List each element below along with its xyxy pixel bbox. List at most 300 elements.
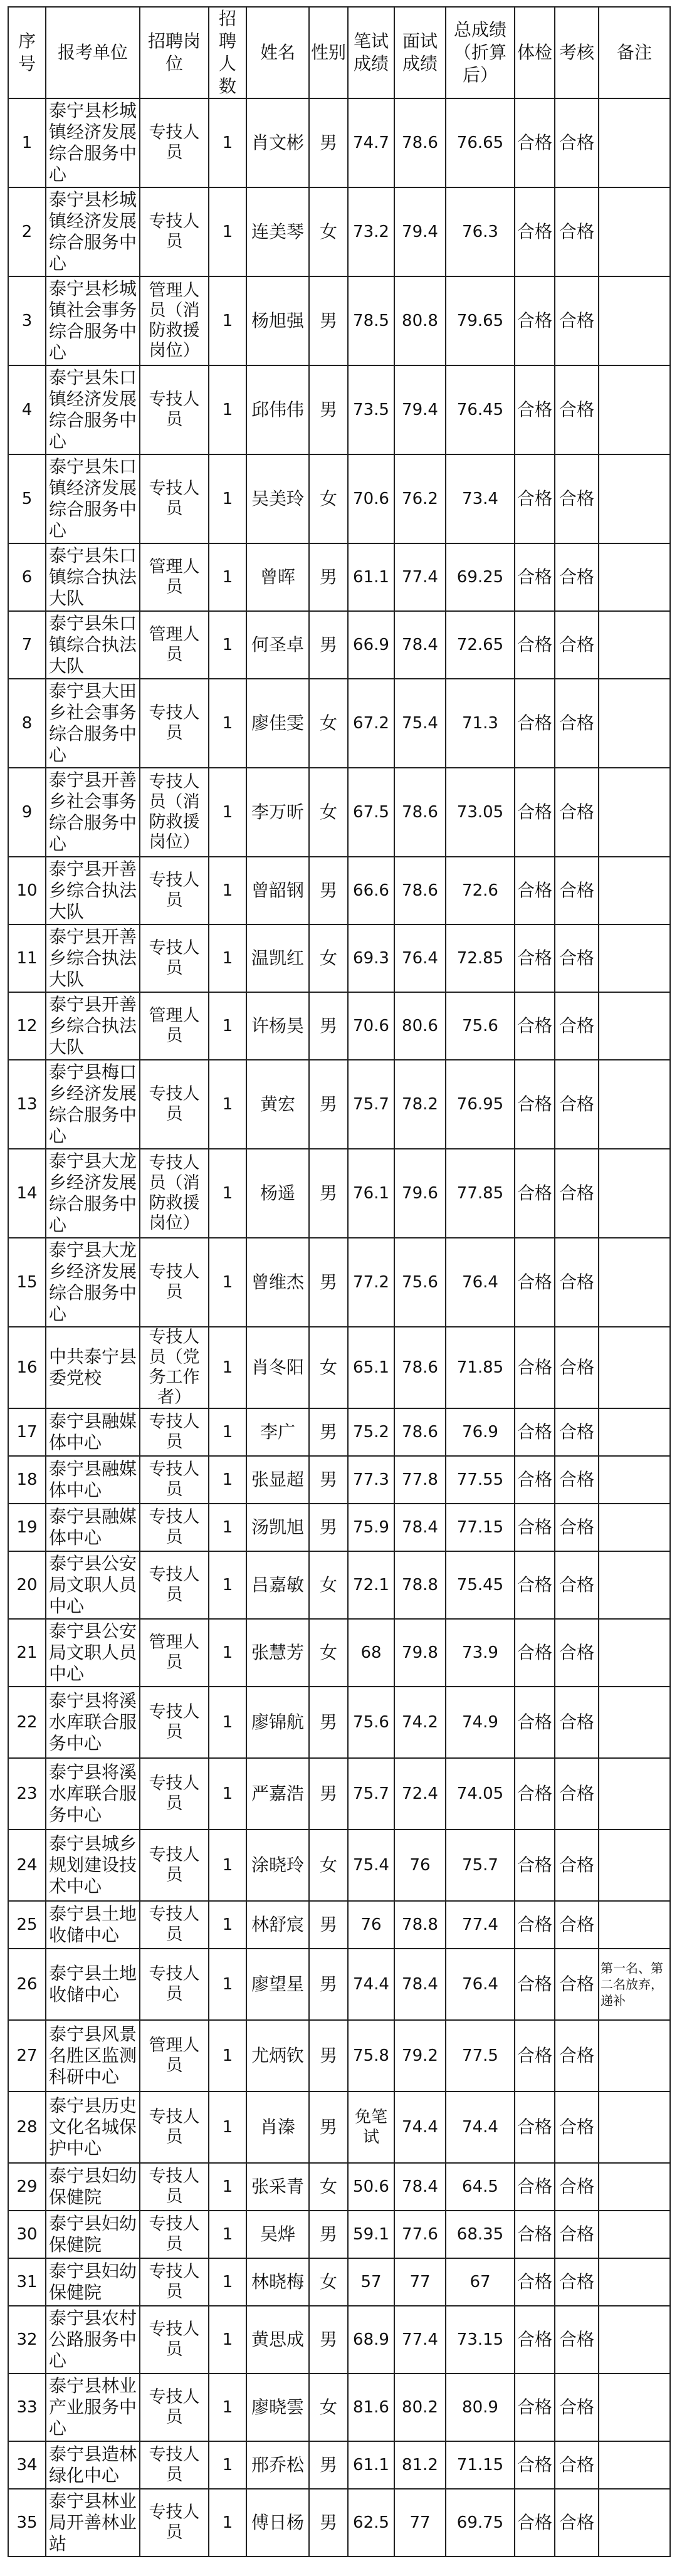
cell-sex: 女 xyxy=(309,1327,348,1408)
table-row xyxy=(8,1949,670,2020)
cell-assess: 合格 xyxy=(555,2374,599,2441)
cell-name: 曾韶钢 xyxy=(246,857,309,924)
cell-sex: 女 xyxy=(309,187,348,276)
cell-post: 管理人员 xyxy=(140,611,209,679)
cell-total: 76.65 xyxy=(446,98,515,187)
cell-note xyxy=(599,1060,670,1149)
cell-no: 32 xyxy=(8,2306,46,2374)
cell-no: 1 xyxy=(8,98,46,187)
cell-name: 廖佳雯 xyxy=(246,679,309,768)
cell-post: 专技人员 xyxy=(140,98,209,187)
cell-post: 专技人员 xyxy=(140,454,209,543)
cell-total: 64.5 xyxy=(446,2163,515,2211)
cell-exam: 合格 xyxy=(515,1551,555,1619)
header-assess: 考核 xyxy=(555,7,599,98)
cell-assess: 合格 xyxy=(555,543,599,611)
cell-assess: 合格 xyxy=(555,992,599,1060)
cell-sex: 男 xyxy=(309,1949,348,2020)
cell-written: 69.3 xyxy=(348,924,394,992)
table-row xyxy=(8,1504,670,1551)
cell-sex: 女 xyxy=(309,2163,348,2211)
cell-count: 1 xyxy=(209,1238,246,1327)
cell-exam: 合格 xyxy=(515,768,555,857)
cell-total: 71.3 xyxy=(446,679,515,768)
cell-written: 70.6 xyxy=(348,454,394,543)
cell-written: 66.9 xyxy=(348,611,394,679)
cell-note xyxy=(599,2092,670,2163)
cell-interview: 77.4 xyxy=(394,2306,446,2374)
cell-exam: 合格 xyxy=(515,1327,555,1408)
cell-no: 25 xyxy=(8,1901,46,1949)
cell-interview: 79.6 xyxy=(394,1149,446,1238)
cell-name: 张显超 xyxy=(246,1456,309,1504)
cell-count: 1 xyxy=(209,992,246,1060)
cell-written: 68.9 xyxy=(348,2306,394,2374)
cell-no: 15 xyxy=(8,1238,46,1327)
cell-assess: 合格 xyxy=(555,1687,599,1758)
cell-name: 曾晖 xyxy=(246,543,309,611)
cell-exam: 合格 xyxy=(515,857,555,924)
cell-assess: 合格 xyxy=(555,2489,599,2557)
cell-name: 肖冬阳 xyxy=(246,1327,309,1408)
cell-note xyxy=(599,1901,670,1949)
cell-exam: 合格 xyxy=(515,1619,555,1687)
cell-interview: 78.4 xyxy=(394,1504,446,1551)
cell-post: 专技人员 xyxy=(140,1060,209,1149)
cell-written: 65.1 xyxy=(348,1327,394,1408)
cell-note xyxy=(599,365,670,454)
cell-no: 17 xyxy=(8,1408,46,1456)
cell-post: 管理人员（消防救援岗位） xyxy=(140,276,209,365)
cell-exam: 合格 xyxy=(515,924,555,992)
cell-post: 专技人员 xyxy=(140,2211,209,2258)
cell-count: 1 xyxy=(209,1758,246,1830)
cell-assess: 合格 xyxy=(555,1551,599,1619)
cell-written: 68 xyxy=(348,1619,394,1687)
cell-written: 73.2 xyxy=(348,187,394,276)
cell-unit: 泰宁县林业产业服务中心 xyxy=(46,2374,140,2441)
cell-name: 杨遥 xyxy=(246,1149,309,1238)
cell-count: 1 xyxy=(209,2374,246,2441)
table-row xyxy=(8,1551,670,1619)
cell-post: 专技人员 xyxy=(140,679,209,768)
cell-interview: 79.8 xyxy=(394,1619,446,1687)
cell-assess: 合格 xyxy=(555,2163,599,2211)
cell-no: 5 xyxy=(8,454,46,543)
cell-count: 1 xyxy=(209,2211,246,2258)
cell-assess: 合格 xyxy=(555,2211,599,2258)
cell-interview: 78.6 xyxy=(394,1408,446,1456)
cell-assess: 合格 xyxy=(555,276,599,365)
cell-interview: 77.4 xyxy=(394,543,446,611)
cell-post: 管理人员 xyxy=(140,1619,209,1687)
table-row xyxy=(8,1456,670,1504)
header-count: 招聘人数 xyxy=(209,7,246,98)
cell-note xyxy=(599,1830,670,1901)
cell-count: 1 xyxy=(209,1949,246,2020)
cell-post: 管理人员 xyxy=(140,2020,209,2092)
cell-note xyxy=(599,1149,670,1238)
cell-sex: 男 xyxy=(309,1238,348,1327)
cell-assess: 合格 xyxy=(555,2258,599,2306)
cell-exam: 合格 xyxy=(515,276,555,365)
cell-no: 14 xyxy=(8,1149,46,1238)
cell-no: 31 xyxy=(8,2258,46,2306)
cell-count: 1 xyxy=(209,187,246,276)
cell-sex: 男 xyxy=(309,1758,348,1830)
cell-note xyxy=(599,768,670,857)
cell-assess: 合格 xyxy=(555,1060,599,1149)
cell-total: 72.85 xyxy=(446,924,515,992)
cell-total: 79.65 xyxy=(446,276,515,365)
header-row xyxy=(8,7,670,98)
cell-no: 2 xyxy=(8,187,46,276)
cell-exam: 合格 xyxy=(515,2258,555,2306)
header-total: 总成绩（折算后） xyxy=(446,7,515,98)
table-row xyxy=(8,1901,670,1949)
cell-interview: 81.2 xyxy=(394,2441,446,2489)
cell-exam: 合格 xyxy=(515,1758,555,1830)
table-row xyxy=(8,1238,670,1327)
cell-sex: 女 xyxy=(309,2374,348,2441)
cell-sex: 男 xyxy=(309,2441,348,2489)
cell-post: 管理人员 xyxy=(140,992,209,1060)
table-row xyxy=(8,1619,670,1687)
cell-unit: 泰宁县妇幼保健院 xyxy=(46,2211,140,2258)
cell-written: 59.1 xyxy=(348,2211,394,2258)
header-written: 笔试成绩 xyxy=(348,7,394,98)
table-row xyxy=(8,1149,670,1238)
header-name: 姓名 xyxy=(246,7,309,98)
cell-count: 1 xyxy=(209,679,246,768)
header-sex: 性别 xyxy=(309,7,348,98)
cell-assess: 合格 xyxy=(555,1901,599,1949)
cell-no: 33 xyxy=(8,2374,46,2441)
cell-total: 73.15 xyxy=(446,2306,515,2374)
cell-exam: 合格 xyxy=(515,2020,555,2092)
cell-total: 72.65 xyxy=(446,611,515,679)
cell-name: 黄宏 xyxy=(246,1060,309,1149)
cell-sex: 女 xyxy=(309,1830,348,1901)
cell-interview: 79.4 xyxy=(394,187,446,276)
cell-post: 专技人员 xyxy=(140,1901,209,1949)
cell-note xyxy=(599,2211,670,2258)
cell-sex: 女 xyxy=(309,924,348,992)
cell-assess: 合格 xyxy=(555,187,599,276)
cell-interview: 80.2 xyxy=(394,2374,446,2441)
cell-assess: 合格 xyxy=(555,2441,599,2489)
cell-interview: 78.6 xyxy=(394,857,446,924)
cell-interview: 78.8 xyxy=(394,1551,446,1619)
cell-note xyxy=(599,2020,670,2092)
cell-written: 75.9 xyxy=(348,1504,394,1551)
cell-count: 1 xyxy=(209,98,246,187)
cell-unit: 泰宁县开善乡综合执法大队 xyxy=(46,924,140,992)
cell-post: 专技人员 xyxy=(140,1551,209,1619)
table-row xyxy=(8,1327,670,1408)
cell-unit: 泰宁县朱口镇综合执法大队 xyxy=(46,543,140,611)
cell-written: 75.8 xyxy=(348,2020,394,2092)
cell-exam: 合格 xyxy=(515,2306,555,2374)
cell-name: 廖晓雲 xyxy=(246,2374,309,2441)
cell-written: 62.5 xyxy=(348,2489,394,2557)
cell-assess: 合格 xyxy=(555,1949,599,2020)
cell-unit: 泰宁县土地收储中心 xyxy=(46,1901,140,1949)
cell-no: 8 xyxy=(8,679,46,768)
cell-count: 1 xyxy=(209,365,246,454)
cell-interview: 76 xyxy=(394,1830,446,1901)
cell-written: 76.1 xyxy=(348,1149,394,1238)
cell-name: 曾维杰 xyxy=(246,1238,309,1327)
cell-exam: 合格 xyxy=(515,1060,555,1149)
cell-total: 69.75 xyxy=(446,2489,515,2557)
cell-written: 免笔试 xyxy=(348,2092,394,2163)
cell-name: 林舒宸 xyxy=(246,1901,309,1949)
cell-written: 72.1 xyxy=(348,1551,394,1619)
cell-note xyxy=(599,2441,670,2489)
cell-interview: 78.4 xyxy=(394,611,446,679)
cell-no: 22 xyxy=(8,1687,46,1758)
cell-exam: 合格 xyxy=(515,1456,555,1504)
cell-no: 27 xyxy=(8,2020,46,2092)
table-row xyxy=(8,2211,670,2258)
cell-name: 肖文彬 xyxy=(246,98,309,187)
cell-no: 26 xyxy=(8,1949,46,2020)
cell-post: 专技人员（消防救援岗位） xyxy=(140,768,209,857)
cell-name: 张采青 xyxy=(246,2163,309,2211)
cell-no: 18 xyxy=(8,1456,46,1504)
cell-unit: 泰宁县土地收储中心 xyxy=(46,1949,140,2020)
cell-exam: 合格 xyxy=(515,1949,555,2020)
cell-post: 专技人员 xyxy=(140,187,209,276)
cell-assess: 合格 xyxy=(555,924,599,992)
cell-written: 76 xyxy=(348,1901,394,1949)
cell-note xyxy=(599,454,670,543)
cell-exam: 合格 xyxy=(515,1901,555,1949)
cell-post: 专技人员 xyxy=(140,2163,209,2211)
cell-no: 16 xyxy=(8,1327,46,1408)
cell-written: 74.7 xyxy=(348,98,394,187)
cell-unit: 泰宁县大田乡社会事务综合服务中心 xyxy=(46,679,140,768)
cell-name: 涂晓玲 xyxy=(246,1830,309,1901)
cell-written: 67.2 xyxy=(348,679,394,768)
cell-no: 10 xyxy=(8,857,46,924)
cell-name: 廖望星 xyxy=(246,1949,309,2020)
cell-assess: 合格 xyxy=(555,1238,599,1327)
results-table xyxy=(8,6,671,2557)
cell-sex: 男 xyxy=(309,1901,348,1949)
cell-post: 专技人员 xyxy=(140,1830,209,1901)
cell-count: 1 xyxy=(209,2020,246,2092)
cell-no: 28 xyxy=(8,2092,46,2163)
cell-assess: 合格 xyxy=(555,2092,599,2163)
cell-sex: 男 xyxy=(309,1149,348,1238)
cell-post: 专技人员 xyxy=(140,1687,209,1758)
cell-interview: 78.4 xyxy=(394,2163,446,2211)
cell-interview: 74.4 xyxy=(394,2092,446,2163)
cell-note xyxy=(599,2306,670,2374)
cell-count: 1 xyxy=(209,1149,246,1238)
cell-unit: 泰宁县杉城镇社会事务综合服务中心 xyxy=(46,276,140,365)
cell-count: 1 xyxy=(209,2306,246,2374)
cell-note xyxy=(599,2489,670,2557)
results-body xyxy=(8,98,670,2557)
cell-note xyxy=(599,679,670,768)
cell-post: 专技人员 xyxy=(140,1456,209,1504)
table-row xyxy=(8,1758,670,1830)
cell-name: 严嘉浩 xyxy=(246,1758,309,1830)
cell-written: 57 xyxy=(348,2258,394,2306)
cell-post: 专技人员（党务工作者） xyxy=(140,1327,209,1408)
cell-no: 3 xyxy=(8,276,46,365)
cell-interview: 78.8 xyxy=(394,1901,446,1949)
cell-unit: 泰宁县林业局开善林业站 xyxy=(46,2489,140,2557)
cell-post: 管理人员 xyxy=(140,543,209,611)
cell-total: 68.35 xyxy=(446,2211,515,2258)
cell-total: 69.25 xyxy=(446,543,515,611)
cell-note xyxy=(599,924,670,992)
cell-total: 73.9 xyxy=(446,1619,515,1687)
cell-name: 傅日杨 xyxy=(246,2489,309,2557)
cell-unit: 泰宁县风景名胜区监测科研中心 xyxy=(46,2020,140,2092)
cell-assess: 合格 xyxy=(555,1830,599,1901)
cell-unit: 泰宁县大龙乡经济发展综合服务中心 xyxy=(46,1238,140,1327)
cell-count: 1 xyxy=(209,857,246,924)
cell-written: 75.4 xyxy=(348,1830,394,1901)
cell-interview: 77.6 xyxy=(394,2211,446,2258)
cell-unit: 泰宁县开善乡综合执法大队 xyxy=(46,992,140,1060)
cell-interview: 76.4 xyxy=(394,924,446,992)
cell-exam: 合格 xyxy=(515,1687,555,1758)
cell-no: 4 xyxy=(8,365,46,454)
table-row xyxy=(8,2163,670,2211)
cell-interview: 78.4 xyxy=(394,1949,446,2020)
cell-sex: 女 xyxy=(309,768,348,857)
cell-written: 77.3 xyxy=(348,1456,394,1504)
cell-count: 1 xyxy=(209,2489,246,2557)
cell-name: 邱伟伟 xyxy=(246,365,309,454)
cell-sex: 男 xyxy=(309,857,348,924)
cell-exam: 合格 xyxy=(515,2441,555,2489)
cell-sex: 男 xyxy=(309,1504,348,1551)
cell-exam: 合格 xyxy=(515,679,555,768)
cell-note xyxy=(599,992,670,1060)
cell-interview: 78.2 xyxy=(394,1060,446,1149)
cell-exam: 合格 xyxy=(515,187,555,276)
cell-unit: 中共泰宁县委党校 xyxy=(46,1327,140,1408)
cell-post: 专技人员 xyxy=(140,1238,209,1327)
cell-count: 1 xyxy=(209,454,246,543)
cell-total: 72.6 xyxy=(446,857,515,924)
cell-no: 13 xyxy=(8,1060,46,1149)
cell-interview: 74.2 xyxy=(394,1687,446,1758)
cell-sex: 女 xyxy=(309,1551,348,1619)
cell-exam: 合格 xyxy=(515,1238,555,1327)
cell-sex: 男 xyxy=(309,2092,348,2163)
cell-total: 74.05 xyxy=(446,1758,515,1830)
cell-count: 1 xyxy=(209,1619,246,1687)
cell-total: 75.45 xyxy=(446,1551,515,1619)
cell-unit: 泰宁县将溪水库联合服务中心 xyxy=(46,1758,140,1830)
cell-assess: 合格 xyxy=(555,857,599,924)
cell-unit: 泰宁县梅口乡经济发展综合服务中心 xyxy=(46,1060,140,1149)
table-row xyxy=(8,1408,670,1456)
cell-name: 张慧芳 xyxy=(246,1619,309,1687)
cell-total: 71.85 xyxy=(446,1327,515,1408)
cell-written: 75.6 xyxy=(348,1687,394,1758)
cell-sex: 男 xyxy=(309,1408,348,1456)
cell-name: 李万昕 xyxy=(246,768,309,857)
cell-name: 吴烨 xyxy=(246,2211,309,2258)
cell-name: 何圣卓 xyxy=(246,611,309,679)
cell-sex: 男 xyxy=(309,276,348,365)
cell-sex: 男 xyxy=(309,1060,348,1149)
cell-assess: 合格 xyxy=(555,679,599,768)
cell-note xyxy=(599,187,670,276)
cell-total: 77.5 xyxy=(446,2020,515,2092)
table-row xyxy=(8,2489,670,2557)
cell-note xyxy=(599,1238,670,1327)
table-row xyxy=(8,857,670,924)
cell-assess: 合格 xyxy=(555,2020,599,2092)
cell-post: 专技人员 xyxy=(140,2489,209,2557)
cell-total: 76.45 xyxy=(446,365,515,454)
cell-note xyxy=(599,611,670,679)
cell-name: 林晓梅 xyxy=(246,2258,309,2306)
cell-note xyxy=(599,98,670,187)
cell-sex: 男 xyxy=(309,992,348,1060)
cell-written: 74.4 xyxy=(348,1949,394,2020)
cell-written: 61.1 xyxy=(348,2441,394,2489)
cell-unit: 泰宁县朱口镇经济发展综合服务中心 xyxy=(46,454,140,543)
cell-written: 61.1 xyxy=(348,543,394,611)
cell-sex: 男 xyxy=(309,611,348,679)
cell-note xyxy=(599,1327,670,1408)
cell-count: 1 xyxy=(209,1408,246,1456)
cell-name: 黄思成 xyxy=(246,2306,309,2374)
cell-no: 20 xyxy=(8,1551,46,1619)
cell-total: 74.9 xyxy=(446,1687,515,1758)
cell-name: 尤炳钦 xyxy=(246,2020,309,2092)
cell-sex: 男 xyxy=(309,2020,348,2092)
cell-written: 67.5 xyxy=(348,768,394,857)
cell-note xyxy=(599,857,670,924)
cell-unit: 泰宁县公安局文职人员中心 xyxy=(46,1619,140,1687)
cell-count: 1 xyxy=(209,2258,246,2306)
cell-total: 77.55 xyxy=(446,1456,515,1504)
cell-note xyxy=(599,1456,670,1504)
table-row xyxy=(8,679,670,768)
cell-post: 专技人员 xyxy=(140,2092,209,2163)
cell-post: 专技人员 xyxy=(140,1758,209,1830)
cell-sex: 女 xyxy=(309,454,348,543)
table-row xyxy=(8,543,670,611)
table-row xyxy=(8,187,670,276)
cell-count: 1 xyxy=(209,924,246,992)
cell-assess: 合格 xyxy=(555,1758,599,1830)
cell-sex: 男 xyxy=(309,2306,348,2374)
cell-total: 77.85 xyxy=(446,1149,515,1238)
cell-name: 汤凯旭 xyxy=(246,1504,309,1551)
cell-sex: 女 xyxy=(309,1619,348,1687)
cell-unit: 泰宁县城乡规划建设技术中心 xyxy=(46,1830,140,1901)
cell-interview: 78.6 xyxy=(394,768,446,857)
cell-assess: 合格 xyxy=(555,454,599,543)
cell-name: 李广 xyxy=(246,1408,309,1456)
cell-name: 吕嘉敏 xyxy=(246,1551,309,1619)
cell-note xyxy=(599,1408,670,1456)
table-row xyxy=(8,365,670,454)
